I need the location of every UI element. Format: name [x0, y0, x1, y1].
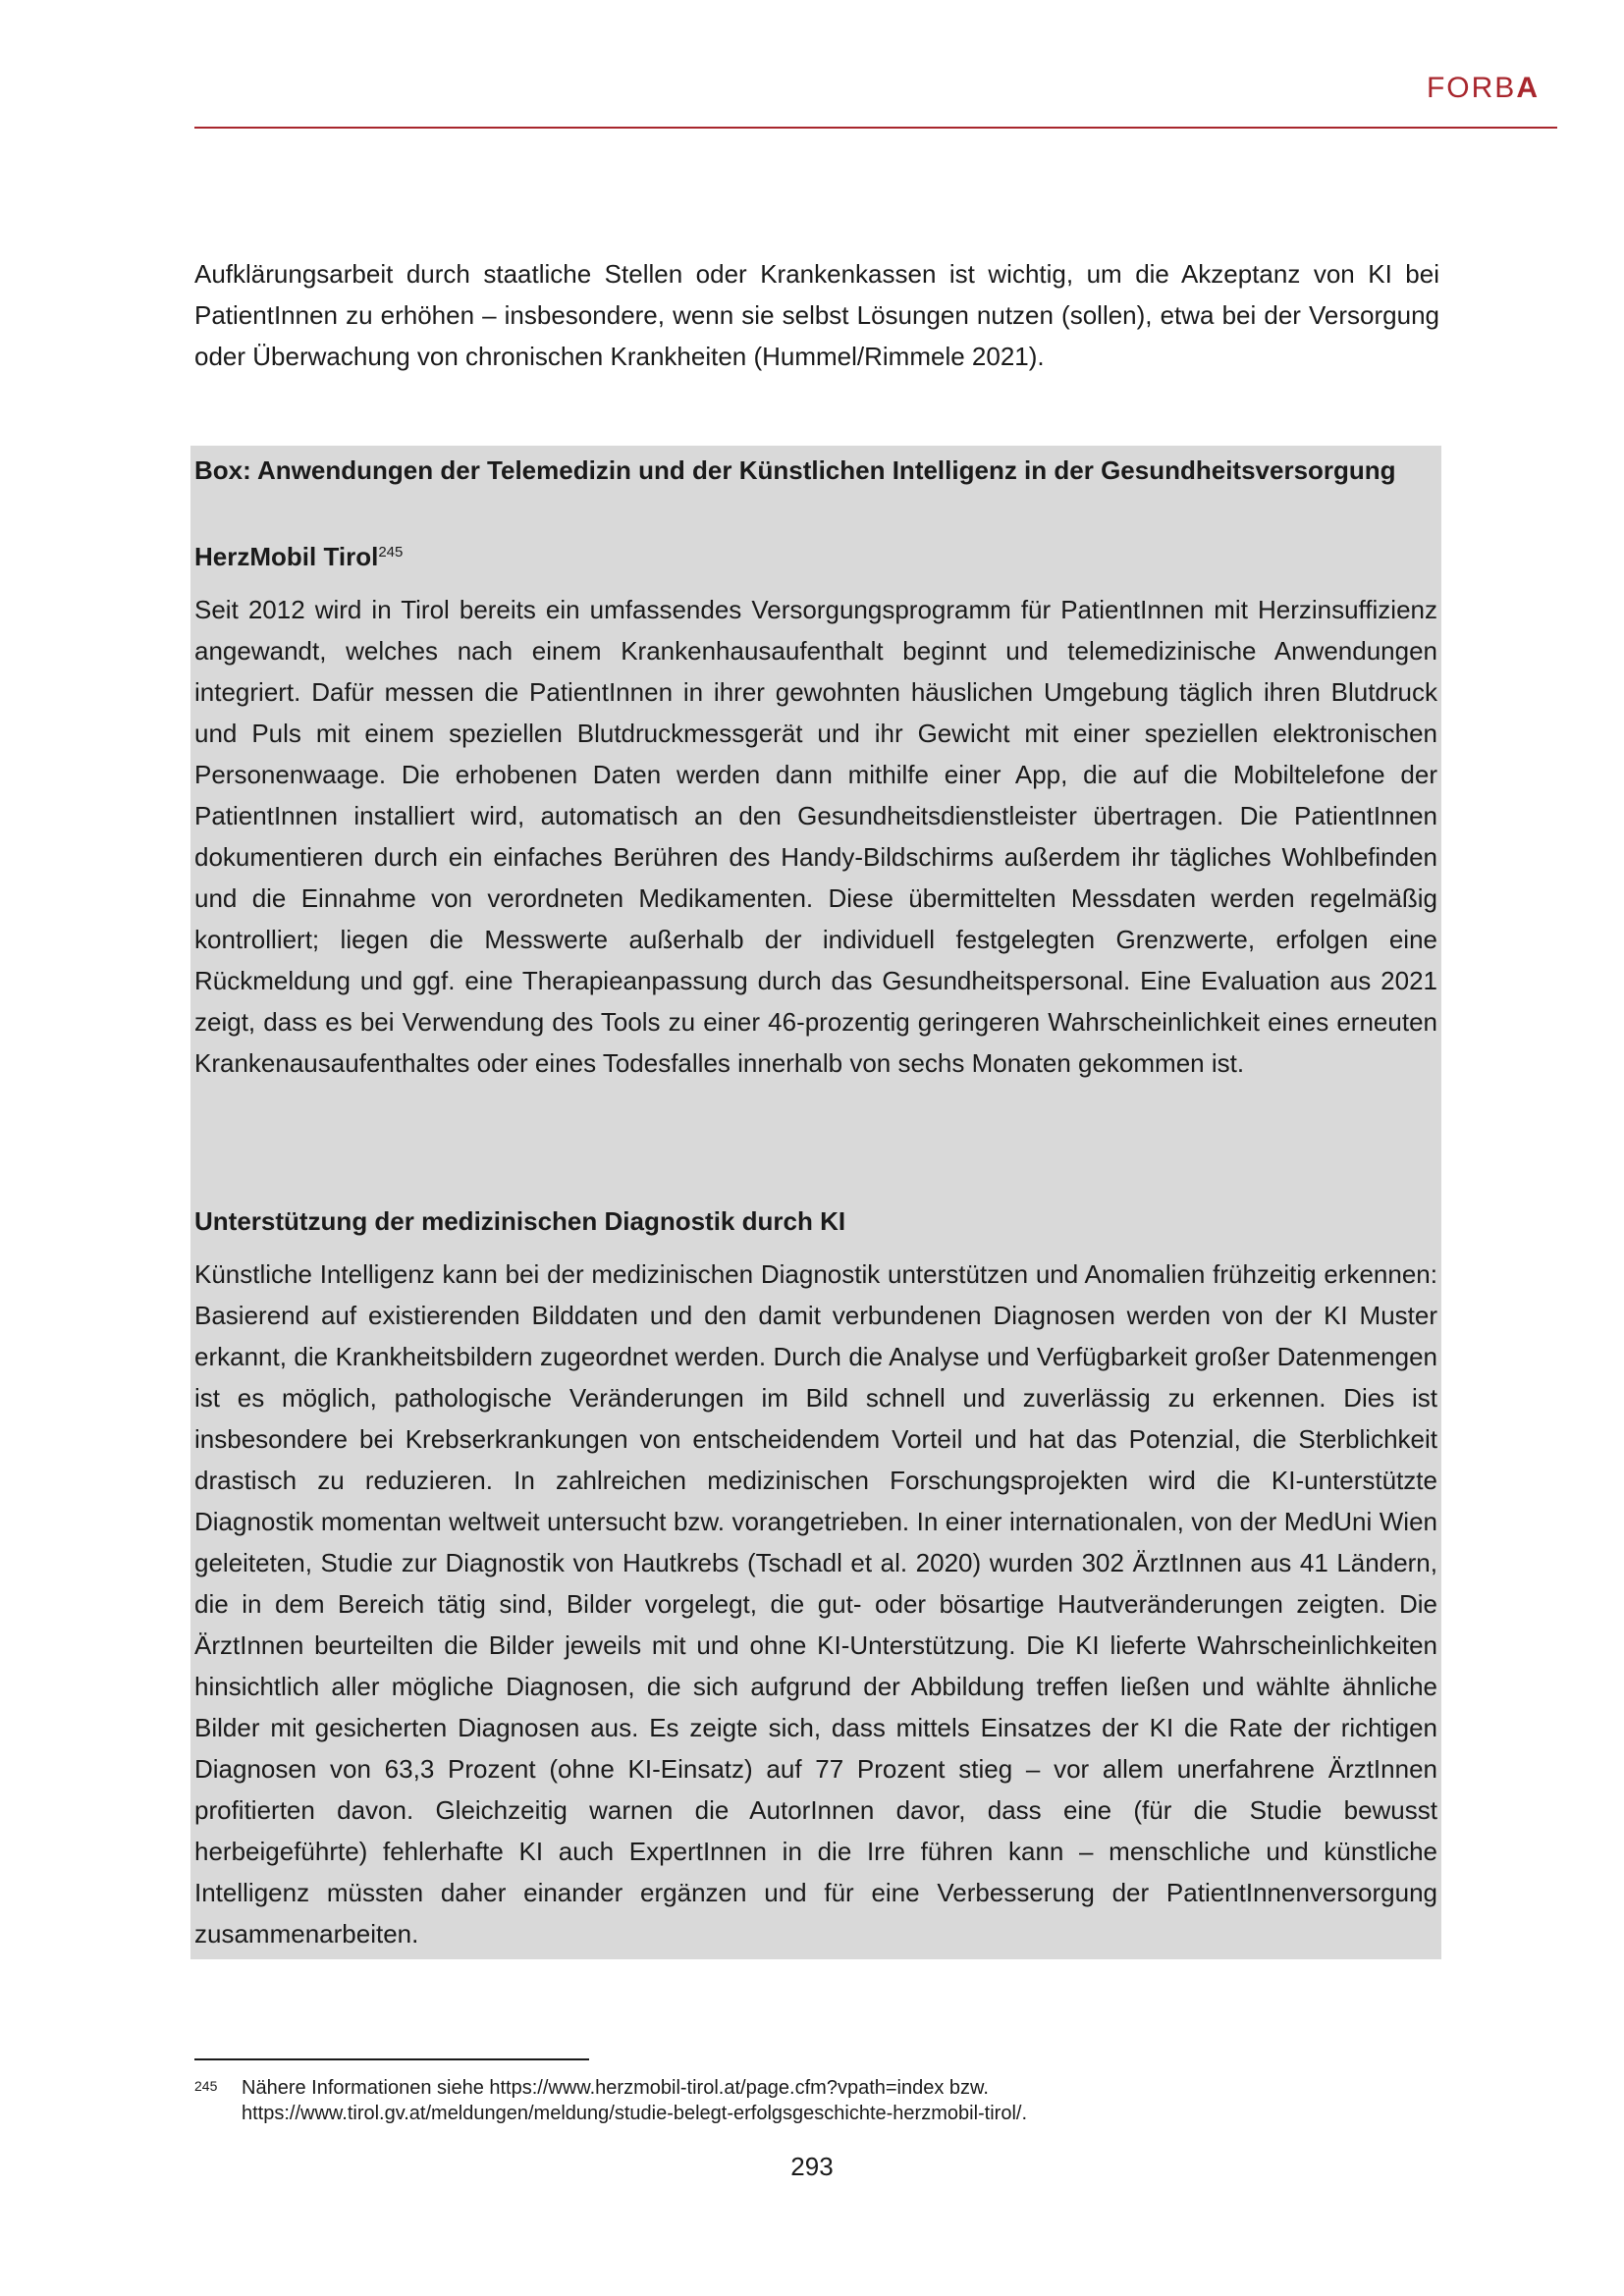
section-text-diagnostik: Künstliche Intelligenz kann bei der medizinischen Diagnostik unterstützen und Anomalien frühzeitig erkennen: Basierend auf existierenden Bilddaten und den damit verbundenen Diagnosen werden von der KI Muster erkannt, die Krankheitsbildern zugeordnet werden. Durch die Analyse und Verfügbarkeit großer Datenmengen ist es möglich, pathologische Veränderungen im Bild schnell und zuverlässig zu erkennen. Dies ist insbesondere bei Krebserkrankungen von entscheidendem Vorteil und hat das Potenzial, die Sterblichkeit drastisch zu reduzieren. In zahlreichen medizinischen Forschungsprojekten wird die KI-unterstützte Diagnostik momentan weltweit untersucht bzw. vorangetrieben. In einer internationalen, von der MedUni Wien geleiteten, Studie zur Diagnostik von Hautkrebs (Tschadl et al. 2020) wurden 302 ÄrztInnen aus 41 Ländern, die in dem Bereich tätig sind, Bilder vorgelegt, die gut- oder bösartige Hautveränderungen zeigten. Die ÄrztInnen beurteilten die Bilder jeweils mit und ohne KI-Unterstützung. Die KI lieferte Wahrscheinlichkeiten hinsichtlich aller mögliche Diagnosen, die sich aufgrund der Abbildung treffen ließen und wählte ähnliche Bilder mit gesicherten Diagnosen aus. Es zeigte sich, dass mittels Einsatzes der KI die Rate der richtigen Diagnosen von 63,3 Prozent (ohne KI-Einsatz) auf 77 Prozent stieg – vor allem unerfahrene ÄrztInnen profitierten davon. Gleichzeitig warnen die AutorInnen davor, dass eine (für die Studie bewusst herbeigeführte) fehlerhafte KI auch ExpertInnen in die Irre führen kann – menschliche und künstliche Intelligenz müssten daher einander ergänzen und für eine Verbesserung der PatientInnenversorgung zusammenarbeiten. [194, 1259, 1437, 1949]
footnote [194, 2075, 1333, 2126]
section-heading-herzmobil-text: HerzMobil Tirol [194, 542, 379, 571]
page-number: 293 [790, 2152, 834, 2181]
footnote-ref: 245 [378, 544, 404, 561]
info-box [190, 446, 1441, 1959]
section-heading-herzmobil [194, 536, 403, 577]
footnote-rule [194, 2058, 589, 2060]
header-rule [194, 127, 1557, 129]
box-title: Box: Anwendungen der Telemedizin und der Künstlichen Intelligenz in der Gesundheitsversorgung [194, 455, 1396, 485]
footnote-number: 245 [194, 2078, 218, 2094]
section-heading-diagnostik: Unterstützung der medizinischen Diagnostik durch KI [194, 1206, 846, 1236]
section-text-herzmobil: Seit 2012 wird in Tirol bereits ein umfassendes Versorgungsprogramm für PatientInnen mit Herzinsuffizienz angewandt, welches nach einem Krankenhausaufenthalt beginnt und telemedizinische Anwendungen integriert. Dafür messen die PatientInnen in ihrer gewohnten häuslichen Umgebung täglich ihren Blutdruck und Puls mit einem speziellen Blutdruckmessgerät und ihr Gewicht mit einer speziellen elektronischen Personenwaage. Die erhobenen Daten werden dann mithilfe einer App, die auf die Mobiltelefone der PatientInnen installiert wird, automatisch an den Gesundheitsdienstleister übertragen. Die PatientInnen dokumentieren durch ein einfaches Berühren des Handy-Bildschirms außerdem ihr tägliches Wohlbefinden und die Einnahme von verordneten Medikamenten. Diese übermittelten Messdaten werden regelmäßig kontrolliert; liegen die Messwerte außerhalb der individuell festgelegten Grenzwerte, erfolgen eine Rückmeldung und ggf. eine Therapieanpassung durch das Gesundheitspersonal. Eine Evaluation aus 2021 zeigt, dass es bei Verwendung des Tools zu einer 46-prozentig geringeren Wahrscheinlichkeit eines erneuten Krankenausaufenthaltes oder eines Todesfalles innerhalb von sechs Monaten gekommen ist. [194, 595, 1437, 1078]
logo-suffix: A [1516, 72, 1540, 104]
logo-prefix: FORB [1426, 72, 1517, 104]
forba-logo [1427, 72, 1540, 105]
intro-paragraph: Aufklärungsarbeit durch staatliche Stellen oder Krankenkassen ist wichtig, um die Akzeptanz von KI bei PatientInnen zu erhöhen – insbesondere, wenn sie selbst Lösungen nutzen (sollen), etwa bei der Versorgung oder Überwachung von chronischen Krankheiten (Hummel/Rimmele 2021). [194, 259, 1439, 371]
footnote-text: Nähere Informationen siehe https://www.herzmobil-tirol.at/page.cfm?vpath=index bzw. https://www.tirol.gv.at/meldungen/meldung/studie-belegt-erfolgsgeschichte-herzmobil-tirol/. [242, 2077, 1028, 2124]
